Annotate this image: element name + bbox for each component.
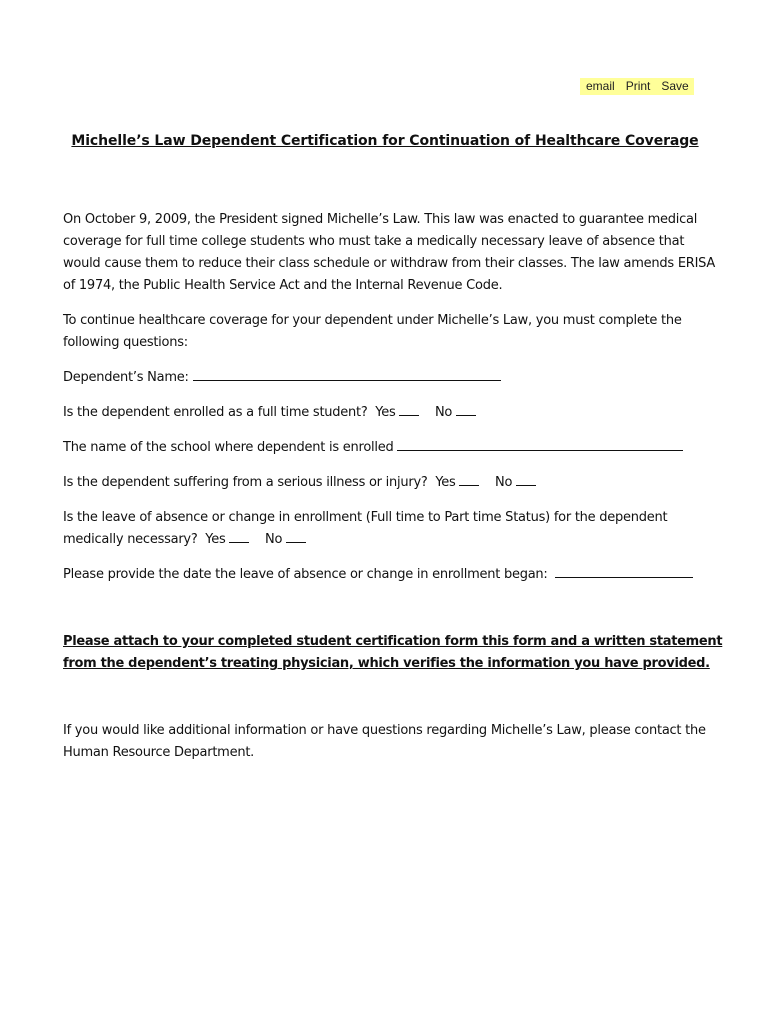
illness-label: Is the dependent suffering from a serious illness or injury? [63, 475, 428, 490]
illness-no-field[interactable] [516, 472, 536, 486]
attachment-notice: Please attach to your completed student certification form this form and a written statement from the dependent’s treating physician, which verifies the information you have provided. [63, 634, 723, 671]
medically-necessary-label: Is the leave of absence or change in enrollment (Full time to Part time Status) for the dependent medically necessary? [63, 510, 668, 547]
illness-yes-field[interactable] [459, 472, 479, 486]
question-school [63, 437, 723, 459]
medically-necessary-no-label: No [264, 532, 283, 547]
dependent-name-field[interactable] [193, 367, 501, 381]
full-time-yes-label: Yes [375, 405, 396, 420]
document-body [63, 209, 723, 764]
full-time-yes-field[interactable] [399, 402, 419, 416]
intro-paragraph: On October 9, 2009, the President signed Michelle’s Law. This law was enacted to guarantee medical coverage for full time college students who must take a medically necessary leave of absence that would cause them to reduce their class schedule or withdraw from their classes. The law amends ERISA of 1974, the Public Health Service Act and the Internal Revenue Code. [63, 212, 716, 293]
medically-necessary-no-field[interactable] [286, 529, 306, 543]
question-full-time [63, 402, 723, 424]
full-time-no-field[interactable] [456, 402, 476, 416]
leave-date-label: Please provide the date the leave of absence or change in enrollment began: [63, 567, 548, 582]
dependent-name-label: Dependent’s Name: [63, 370, 189, 385]
school-name-field[interactable] [397, 437, 683, 451]
question-medically-necessary [63, 507, 723, 551]
print-button[interactable]: Print [625, 79, 651, 93]
question-leave-date [63, 564, 723, 586]
illness-no-label: No [494, 475, 513, 490]
illness-yes-label: Yes [435, 475, 456, 490]
email-button[interactable]: email [586, 79, 615, 93]
document-title: Michelle’s Law Dependent Certification for Continuation of Healthcare Coverage [71, 133, 699, 149]
question-dependent-name [63, 367, 723, 389]
school-label: The name of the school where dependent is enrolled [63, 440, 394, 455]
save-button[interactable]: Save [661, 79, 689, 93]
leave-date-field[interactable] [555, 564, 693, 578]
closing-paragraph: If you would like additional information or have questions regarding Michelle’s Law, please contact the Human Resource Department. [63, 723, 706, 760]
medically-necessary-yes-field[interactable] [229, 529, 249, 543]
instructions-paragraph: To continue healthcare coverage for your dependent under Michelle’s Law, you must complete the following questions: [63, 313, 682, 350]
question-illness [63, 472, 723, 494]
full-time-label: Is the dependent enrolled as a full time student? [63, 405, 368, 420]
medically-necessary-yes-label: Yes [205, 532, 226, 547]
full-time-no-label: No [434, 405, 453, 420]
form-toolbar [580, 78, 694, 95]
